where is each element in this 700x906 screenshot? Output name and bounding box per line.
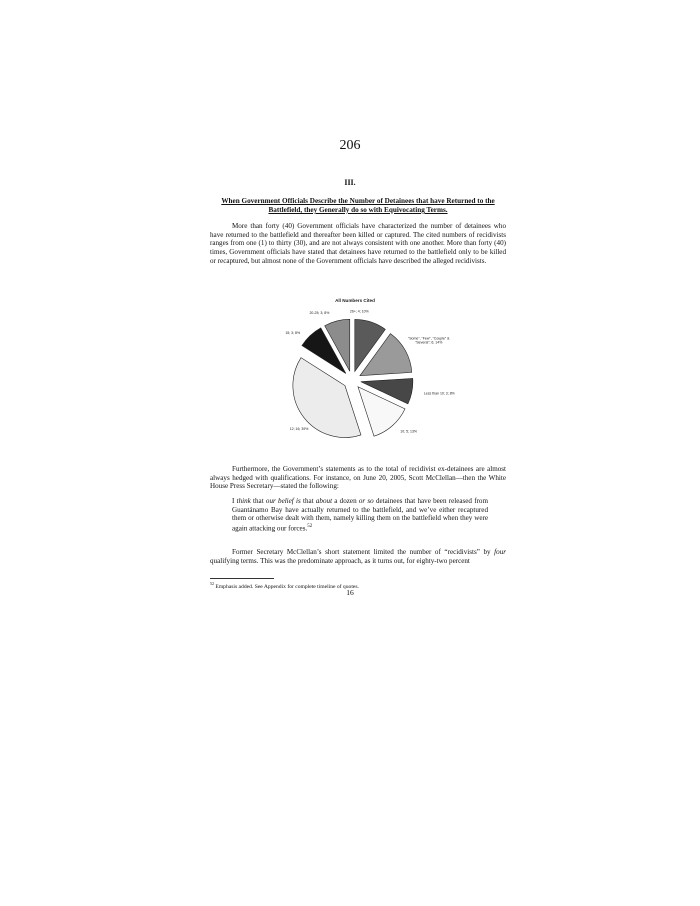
paragraph-hedging: Furthermore, the Government’s statements as to the total of recidivist ex-detainees are almost always hedged with qualifications. For instance, on June 20, 2005, Scott McClellan—then the White House Press Secretary—stated the following: <box>210 465 506 491</box>
block-quote: I think that our belief is that about a dozen or so detainees that have been released from Guantánamo Bay have actually returned to the battlefield, and we’ve either recaptured them or otherwise dealt with them, namely killing them on the battlefield when they were again attacking our forces.$^{52}$ <box>232 497 488 533</box>
paragraph-qualifiers: Former Secretary McClellan’s short statement limited the number of “recidivists” by four qualifying terms. This was the predominate approach, as it turns out, for eighty-two percent <box>210 548 506 565</box>
pie-slice-label: 10; 5; 13% <box>400 429 418 434</box>
footnote: $^{52}$ Emphasis added. See Appendix for complete timeline of quotes. <box>210 581 359 590</box>
pie-slice-label: 26+; 4; 10% <box>349 309 369 314</box>
paragraph-intro: More than forty (40) Government officials have characterized the number of detainees who have returned to the battlefield and thereafter been killed or captured. The cited numbers of recidivists ranges from one (1) to thirty (30), and are not always consistent with one another. More than forty (40) times, Government officials have stated that detainees have returned to the battlefield only to be killed or recaptured, but almost none of the Government officials have described the alleged recidivists. <box>210 222 506 265</box>
pie-slice-label: 20-25; 3; 8% <box>309 311 330 316</box>
pie-chart <box>250 294 460 460</box>
printed-page-number: 16 <box>346 588 354 597</box>
page-header-number: 206 <box>339 138 361 153</box>
pie-slice <box>293 358 361 438</box>
footnote-divider <box>210 578 274 579</box>
pie-slices <box>293 319 413 437</box>
pie-slice-label: 15; 3; 8% <box>285 331 301 336</box>
pie-slice-label: Less than 10; 3; 8% <box>423 391 455 396</box>
section-heading: When Government Officials Describe the Number of Detainees that have Returned to the Battlefield, they Generally do so with Equivocating Terms. <box>221 197 495 214</box>
pie-slice-label: "Some", "Few", "Couple" & "Several"; 6; 14% <box>407 336 450 345</box>
pie-slice-label: 12; 16; 39% <box>289 427 309 432</box>
footnote-ref: 52 <box>307 524 313 530</box>
section-number: III. <box>344 178 356 187</box>
chart-title: All Numbers Cited <box>335 298 375 303</box>
